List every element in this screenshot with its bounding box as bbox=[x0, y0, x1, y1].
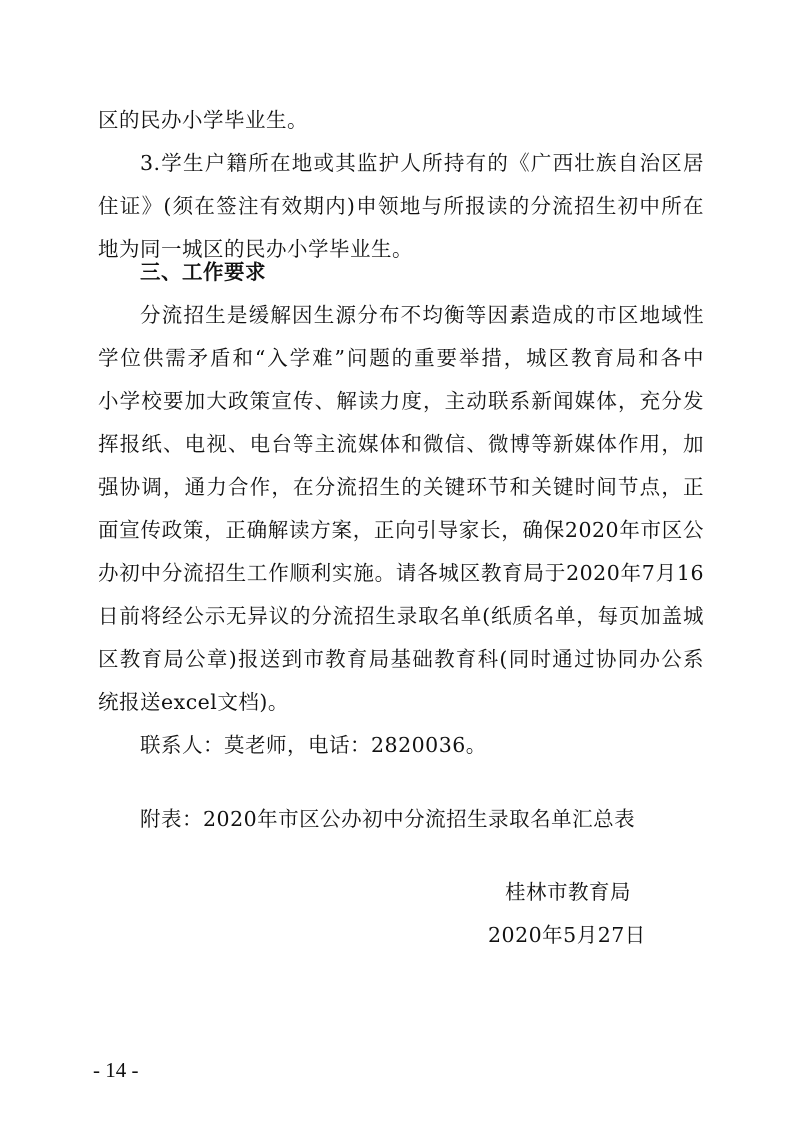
issue-date: 2020年5月27日 bbox=[488, 923, 646, 947]
paragraph-line: 分流招生是缓解因生源分布不均衡等因素造成的市区地域性 bbox=[140, 303, 704, 327]
contact-line: 联系人：莫老师，电话：2820036。 bbox=[140, 733, 487, 757]
paragraph-line: 挥报纸、电视、电台等主流媒体和微信、微博等新媒体作用，加 bbox=[98, 432, 704, 456]
paragraph-line: 区教育局公章)报送到市教育局基础教育科(同时通过协同办公系 bbox=[98, 647, 704, 671]
paragraph-line: 小学校要加大政策宣传、解读力度，主动联系新闻媒体，充分发 bbox=[98, 389, 704, 413]
item-3-line-3: 地为同一城区的民办小学毕业生。 bbox=[98, 237, 413, 261]
paragraph-line: 日前将经公示无异议的分流招生录取名单(纸质名单，每页加盖城 bbox=[98, 604, 704, 628]
section-heading: 三、工作要求 bbox=[140, 260, 266, 284]
paragraph-line: 学位供需矛盾和“入学难”问题的重要举措，城区教育局和各中 bbox=[98, 346, 704, 370]
paragraph-line: 办初中分流招生工作顺利实施。请各城区教育局于2020年7月16 bbox=[98, 561, 704, 585]
item-3-line-1: 3.学生户籍所在地或其监护人所持有的《广西壮族自治区居 bbox=[140, 151, 704, 175]
page-number: - 14 - bbox=[93, 1058, 139, 1082]
issuing-organization: 桂林市教育局 bbox=[505, 880, 631, 904]
paragraph-line: 统报送excel文档)。 bbox=[98, 690, 289, 714]
attachment-line: 附表：2020年市区公办初中分流招生录取名单汇总表 bbox=[140, 807, 636, 831]
paragraph-line: 强协调，通力合作，在分流招生的关键环节和关键时间节点，正 bbox=[98, 475, 704, 499]
paragraph-line: 面宣传政策，正确解读方案，正向引导家长，确保2020年市区公 bbox=[98, 518, 704, 542]
continuation-line: 区的民办小学毕业生。 bbox=[98, 108, 308, 132]
item-3-line-2: 住证》(须在签注有效期内)申领地与所报读的分流招生初中所在 bbox=[98, 194, 704, 218]
